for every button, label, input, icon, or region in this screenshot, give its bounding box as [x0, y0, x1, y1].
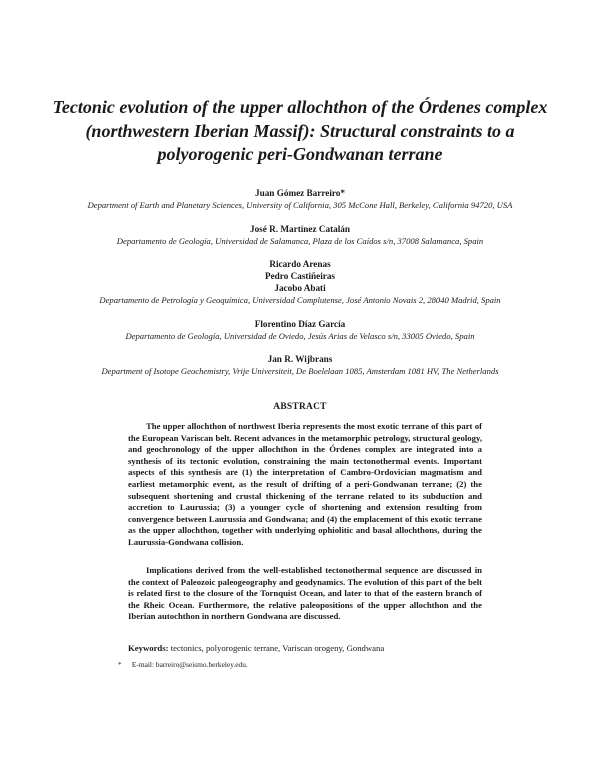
- author-affiliation: Departamento de Geología, Universidad de Salamanca, Plaza de los Caídos s/n, 37008 Salamanca, Spain: [116, 236, 484, 246]
- author-name: Florentino Díaz García: [254, 319, 346, 329]
- author-name: Jacobo Abati: [274, 283, 326, 293]
- abstract-paragraph: Implications derived from the well-established tectonothermal sequence are discussed in the context of Paleozoic paleogeography and geodynamics. The evolution of this part of the belt is related first to the closure of the Tornquist Ocean, and later to that of the eastern branch of the Rheic Ocean. Furthermore, the relative paleopositions of the upper allochthon and the Iberian autochthon in northern Gondwana are discussed.: [128, 565, 482, 622]
- paper-title: [40, 96, 560, 167]
- author-name: Jan R. Wijbrans: [267, 354, 333, 364]
- author-name: Juan Gómez Barreiro*: [255, 188, 345, 198]
- author-affiliation: Departamento de Petrología y Geoquímica, Universidad Complutense, José Antonio Novais 2, 28040 Madrid, Spain: [99, 295, 501, 305]
- footnote-email: E-mail: barreiro@seismo.berkeley.edu.: [131, 660, 248, 669]
- author-name: Pedro Castiñeiras: [264, 271, 335, 281]
- keywords-text: tectonics, polyorogenic terrane, Variscan orogeny, Gondwana: [170, 643, 385, 653]
- title-line-2: (northwestern Iberian Massif): Structural constraints to a: [85, 120, 515, 141]
- footnote: [118, 660, 248, 670]
- keywords-label: Keywords:: [128, 643, 169, 653]
- keywords: [128, 643, 482, 654]
- title-line-3: polyorogenic peri-Gondwanan terrane: [157, 144, 443, 164]
- abstract-heading: ABSTRACT: [273, 402, 327, 412]
- author-affiliation: Department of Isotope Geochemistry, Vrije Universiteit, De Boelelaan 1085, Amsterdam 1081 HV, The Netherlands: [101, 366, 499, 376]
- author-name: José R. Martínez Catalán: [249, 224, 351, 234]
- author-affiliation: Department of Earth and Planetary Sciences, University of California, 305 McCone Hall, Berkeley, California 94720, USA: [87, 200, 513, 210]
- author-name: Ricardo Arenas: [269, 259, 331, 269]
- abstract-paragraph: The upper allochthon of northwest Iberia represents the most exotic terrane of this part of the European Variscan belt. Recent advances in the metamorphic petrology, structural geology, and geochronology of the upper allochthon in the Órdenes complex are integrated into a synthesis of its tectonic evolution, constraining the main tectonothermal events. Important aspects of this synthesis are (1) the interpretation of Cambro-Ordovician magmatism and earliest metamorphic event, as the result of drifting of a peri-Gondwanan terrane; (2) the subsequent shortening and crustal thickening of the terrane related to its subduction and accretion to Laurussia; (3) a younger cycle of shortening and extension resulting from convergence between Laurussia and Gondwana; and (4) the emplacement of this exotic terrane as the upper allochthon, together with underlying ophiolitic and basal allochthons, during the Laurussia-Gondwana collision.: [128, 421, 482, 547]
- title-line-1: Tectonic evolution of the upper allochthon of the Órdenes complex: [52, 97, 548, 117]
- author-affiliation: Departamento de Geología, Universidad de Oviedo, Jesús Arias de Velasco s/n, 33005 Oviedo, Spain: [125, 331, 475, 341]
- footnote-mark: *: [118, 661, 122, 669]
